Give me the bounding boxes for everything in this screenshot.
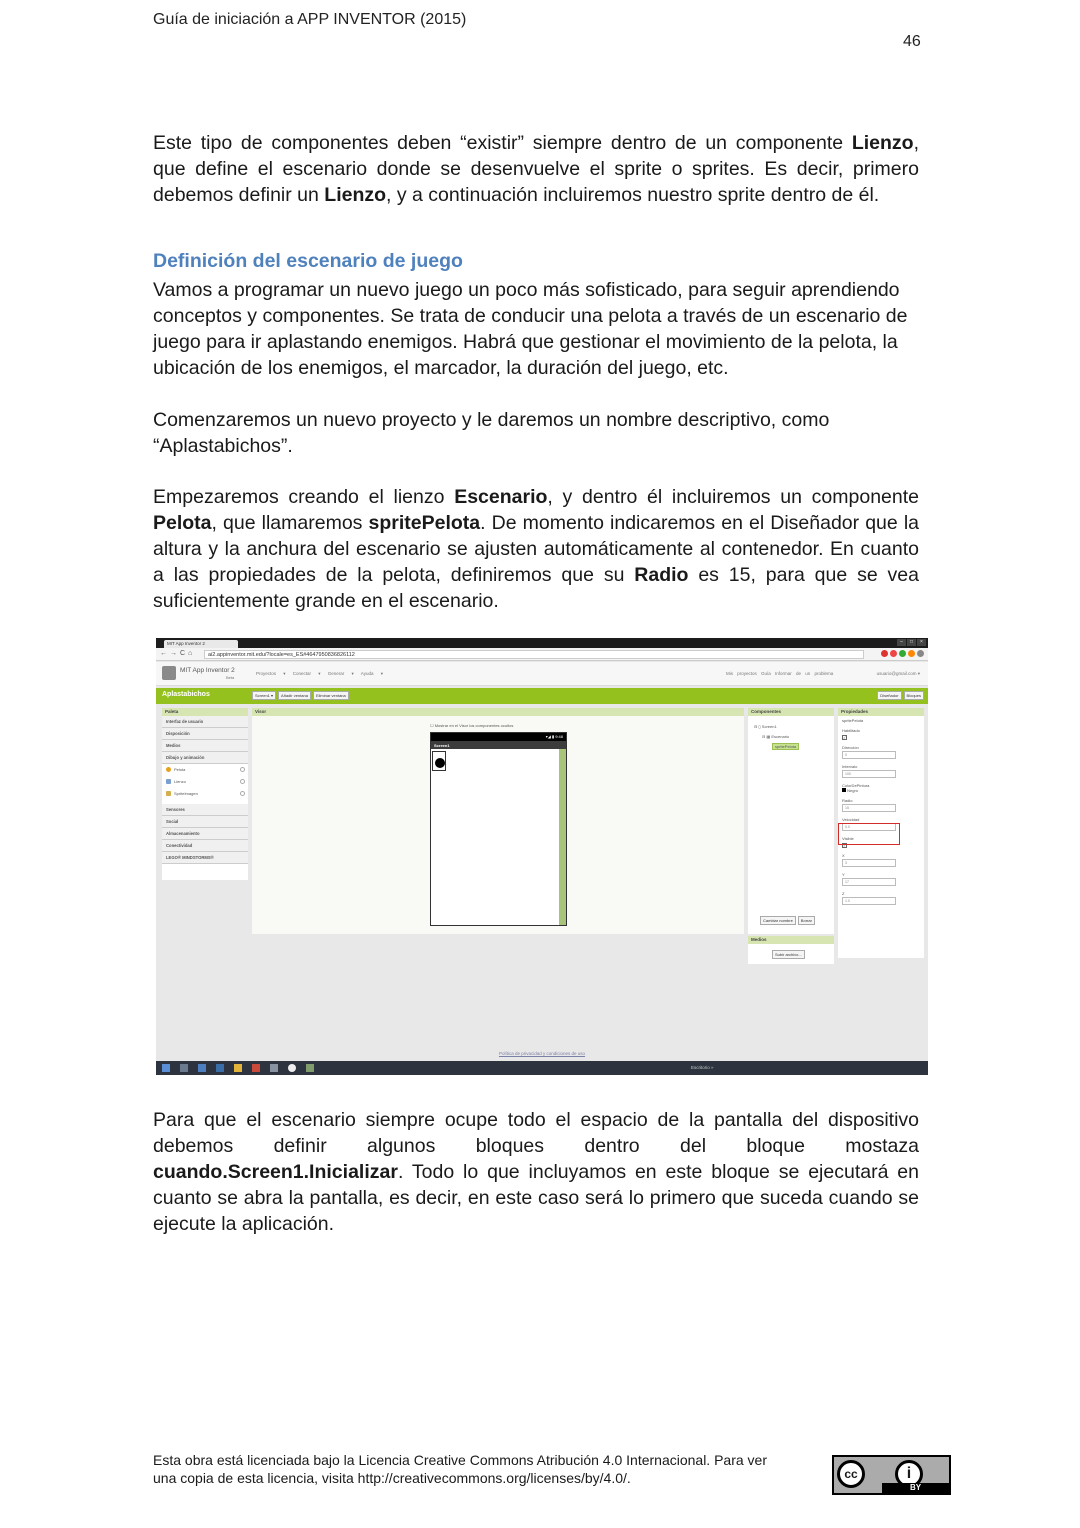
properties-component: spritePelota — [842, 718, 864, 723]
browser-tab: MIT App Inventor 2 — [164, 640, 238, 648]
taskbar-icons — [162, 1064, 314, 1072]
properties-body — [838, 716, 924, 907]
palette-panel — [162, 708, 248, 880]
app-menu: Proyectos ▾ Conectar ▾ Generar ▾ Ayuda ▾ — [256, 671, 383, 676]
components-title: Componentes — [748, 708, 834, 716]
tree-node: spritePelota — [754, 742, 799, 752]
license-footer: Esta obra está licenciada bajo la Licencia Creative Commons Atribución 4.0 Internacional. Para ver una copia de esta licencia, visita http://creativecommons.org/licenses/by/4.0/. — [153, 1452, 767, 1486]
prop-input: 1.0 — [842, 897, 896, 905]
privacy-link: Política de privacidad y condiciones de uso — [498, 1051, 586, 1056]
mode-buttons — [877, 691, 924, 700]
minimize-icon: – — [897, 639, 906, 646]
attribution-person-icon: i — [895, 1460, 923, 1488]
ball-sprite — [435, 758, 445, 768]
account-menu: usuario@gmail.com ▾ — [876, 671, 920, 676]
prop-label: Z — [842, 891, 845, 896]
add-screen-button: Añadir ventana — [278, 691, 311, 700]
prop-label: Habilitado — [842, 728, 860, 733]
app-icon — [306, 1064, 314, 1072]
canvas-icon — [166, 779, 171, 784]
extension-icons — [881, 650, 924, 657]
palette-group: LEGO® MINDSTORMS® — [162, 852, 248, 864]
prop-input: 15 — [842, 804, 896, 812]
extension-icon — [881, 650, 888, 657]
media-title: Medios — [748, 936, 834, 944]
chrome-icon — [234, 1064, 242, 1072]
prop-checkbox: ✓ — [843, 735, 847, 740]
palette-title: Paleta — [162, 708, 248, 716]
extension-icon — [890, 650, 897, 657]
section-paragraph-2: Comenzaremos un nuevo proyecto y le daremos un nombre descriptivo, como “Aplastabichos”. — [153, 409, 830, 457]
palette-group: Interfaz de usuario — [162, 716, 248, 728]
prop-label: X — [842, 853, 845, 858]
image-sprite-icon — [166, 791, 171, 796]
system-tray: Escritorio » — [691, 1065, 714, 1070]
beta-label: Beta — [226, 675, 235, 680]
prop-color: Negro — [842, 788, 920, 793]
components-panel — [748, 708, 834, 934]
cc-icon: cc — [837, 1460, 865, 1488]
blocks-button: Bloques — [904, 691, 924, 700]
url-field: ai2.appinventor.mit.edu/?locale=es_ES#4647950836826112 — [204, 650, 864, 659]
app-icon — [270, 1064, 278, 1072]
screen-select-button: Screen1 ▾ — [252, 691, 276, 700]
section-paragraph-1: Vamos a programar un nuevo juego un poco más sofisticado, para seguir aprendiendo conceptos y componentes. Se trata de conducir una pelota a través de un escenario de juego para ir aplastando enemigos. Habrá que gestionar el movimiento de la pelota, la ubicación de los enemigos, el marcador, la duración del juego, etc. — [153, 279, 908, 379]
properties-title: Propiedades — [838, 708, 924, 716]
prop-checkbox: ✓ — [843, 843, 847, 848]
palette-group: Medios — [162, 740, 248, 752]
prop-input: 0 — [842, 751, 896, 759]
closing-paragraph: Para que el escenario siempre ocupe todo el espacio de la pantalla del dispositivo debemos definir algunos bloques dentro del bloque mostaza cuando.Screen1.Inicializar. Todo lo que incluyamos en este bloque se ejecutará en cuanto se abra la pantalla, es decir, en este caso será lo primero que suceda cuando se ejecute la aplicación. — [153, 1109, 919, 1235]
phone-scrollbar — [559, 749, 566, 925]
rename-button: Cambiar nombre — [760, 916, 796, 925]
upload-button: Subir archivo... — [772, 950, 805, 959]
designer-button: Diseñador — [877, 691, 901, 700]
close-icon: × — [917, 639, 926, 646]
remove-screen-button: Eliminar ventana — [313, 691, 349, 700]
app-inventor-screenshot — [156, 638, 928, 1075]
media-panel — [748, 936, 834, 964]
extension-icon — [899, 650, 906, 657]
windows-taskbar — [156, 1061, 928, 1075]
nav-arrows-icon: ←→C⌂ — [160, 650, 196, 657]
cc-by-badge — [832, 1455, 951, 1495]
phone-status-bar: ▾◢ ▮ 9:48 — [431, 733, 566, 741]
color-swatch — [842, 788, 846, 792]
phone-title-bar: Screen1 — [431, 741, 566, 749]
palette-item: Lienzo — [162, 776, 248, 788]
browser-tab-bar — [156, 638, 928, 648]
palette-group: Social — [162, 816, 248, 828]
monitor-icon — [198, 1064, 206, 1072]
prop-label: Y — [842, 872, 845, 877]
prop-label: Radio — [842, 798, 853, 803]
screen-buttons — [252, 691, 349, 700]
prop-input: 17 — [842, 878, 896, 886]
section-paragraph-3: Empezaremos creando el lienzo Escenario, y dentro él incluiremos un componente Pelota, que llamaremos spritePelota. De momento indicaremos en el Diseñador que la altura y la anchura del escenario se ajusten automáticamente al contenedor. En cuanto a las propiedades de la pelota, definiremos que su Radio es 15, para que se vea suficientemente grande en el escenario. — [153, 486, 920, 612]
address-bar — [156, 648, 928, 661]
palette-group: Disposición — [162, 728, 248, 740]
help-icon — [240, 767, 245, 772]
menu-icon — [917, 650, 924, 657]
app-inventor-logo-icon — [162, 666, 176, 680]
ie-icon — [216, 1064, 224, 1072]
rss-icon — [908, 650, 915, 657]
viewer-panel — [252, 708, 744, 934]
project-toolbar — [156, 688, 928, 704]
component-buttons — [760, 916, 815, 925]
show-hidden-checkbox: ☐ Mostrar en el Visor los componentes ocultos — [430, 723, 514, 728]
home-icon — [180, 1064, 188, 1072]
app-icon — [288, 1064, 296, 1072]
prop-label: ColorDePintura — [842, 783, 870, 788]
maximize-icon: □ — [907, 639, 916, 646]
start-icon — [162, 1064, 170, 1072]
help-icon — [240, 779, 245, 784]
prop-input: 100 — [842, 770, 896, 778]
project-name: Aplastabichos — [162, 691, 210, 698]
window-controls — [897, 639, 926, 647]
running-header: Guía de iniciación a APP INVENTOR (2015) — [153, 11, 467, 28]
palette-item: Pelota — [162, 764, 248, 776]
tree-node: ⊟ ▯ Screen1 — [754, 724, 777, 729]
viewer-title: Visor — [252, 708, 744, 716]
palette-group: Sensores — [162, 804, 248, 816]
app-name: MIT App Inventor 2 — [180, 667, 235, 674]
app-icon — [252, 1064, 260, 1072]
sprite-selection — [432, 751, 446, 771]
prop-input: 3 — [842, 859, 896, 867]
palette-group: Conectividad — [162, 840, 248, 852]
intro-paragraph: Este tipo de componentes deben “existir” siempre dentro de un componente Lienzo, que define el escenario donde se desenvuelve el sprite o sprites. Es decir, primero debemos definir un Lienzo, y a continuación incluiremos nuestro sprite dentro de él. — [153, 132, 919, 206]
app-header — [156, 662, 928, 686]
radius-highlight-box — [838, 823, 900, 845]
palette-group: Dibujo y animación — [162, 752, 248, 764]
prop-label: Visible — [842, 836, 854, 841]
prop-label: Intervalo — [842, 764, 858, 769]
page-number: 46 — [903, 33, 921, 50]
help-icon — [240, 791, 245, 796]
component-tree — [754, 722, 799, 752]
palette-group: Almacenamiento — [162, 828, 248, 840]
prop-input: 0.0 — [842, 823, 896, 831]
by-label: BY — [882, 1483, 949, 1493]
delete-button: Borrar — [798, 916, 815, 925]
prop-label: Dirección — [842, 745, 859, 750]
section-heading: Definición del escenario de juego — [153, 250, 463, 272]
prop-label: Velocidad — [842, 817, 860, 822]
phone-preview — [430, 732, 567, 926]
right-menu: Mis proyectos Guía Informar de un problema — [726, 671, 834, 676]
tree-node: ⊟ ▦ Escenario — [762, 734, 790, 739]
palette-item: SpriteImagen — [162, 788, 248, 800]
ball-icon — [166, 767, 171, 772]
